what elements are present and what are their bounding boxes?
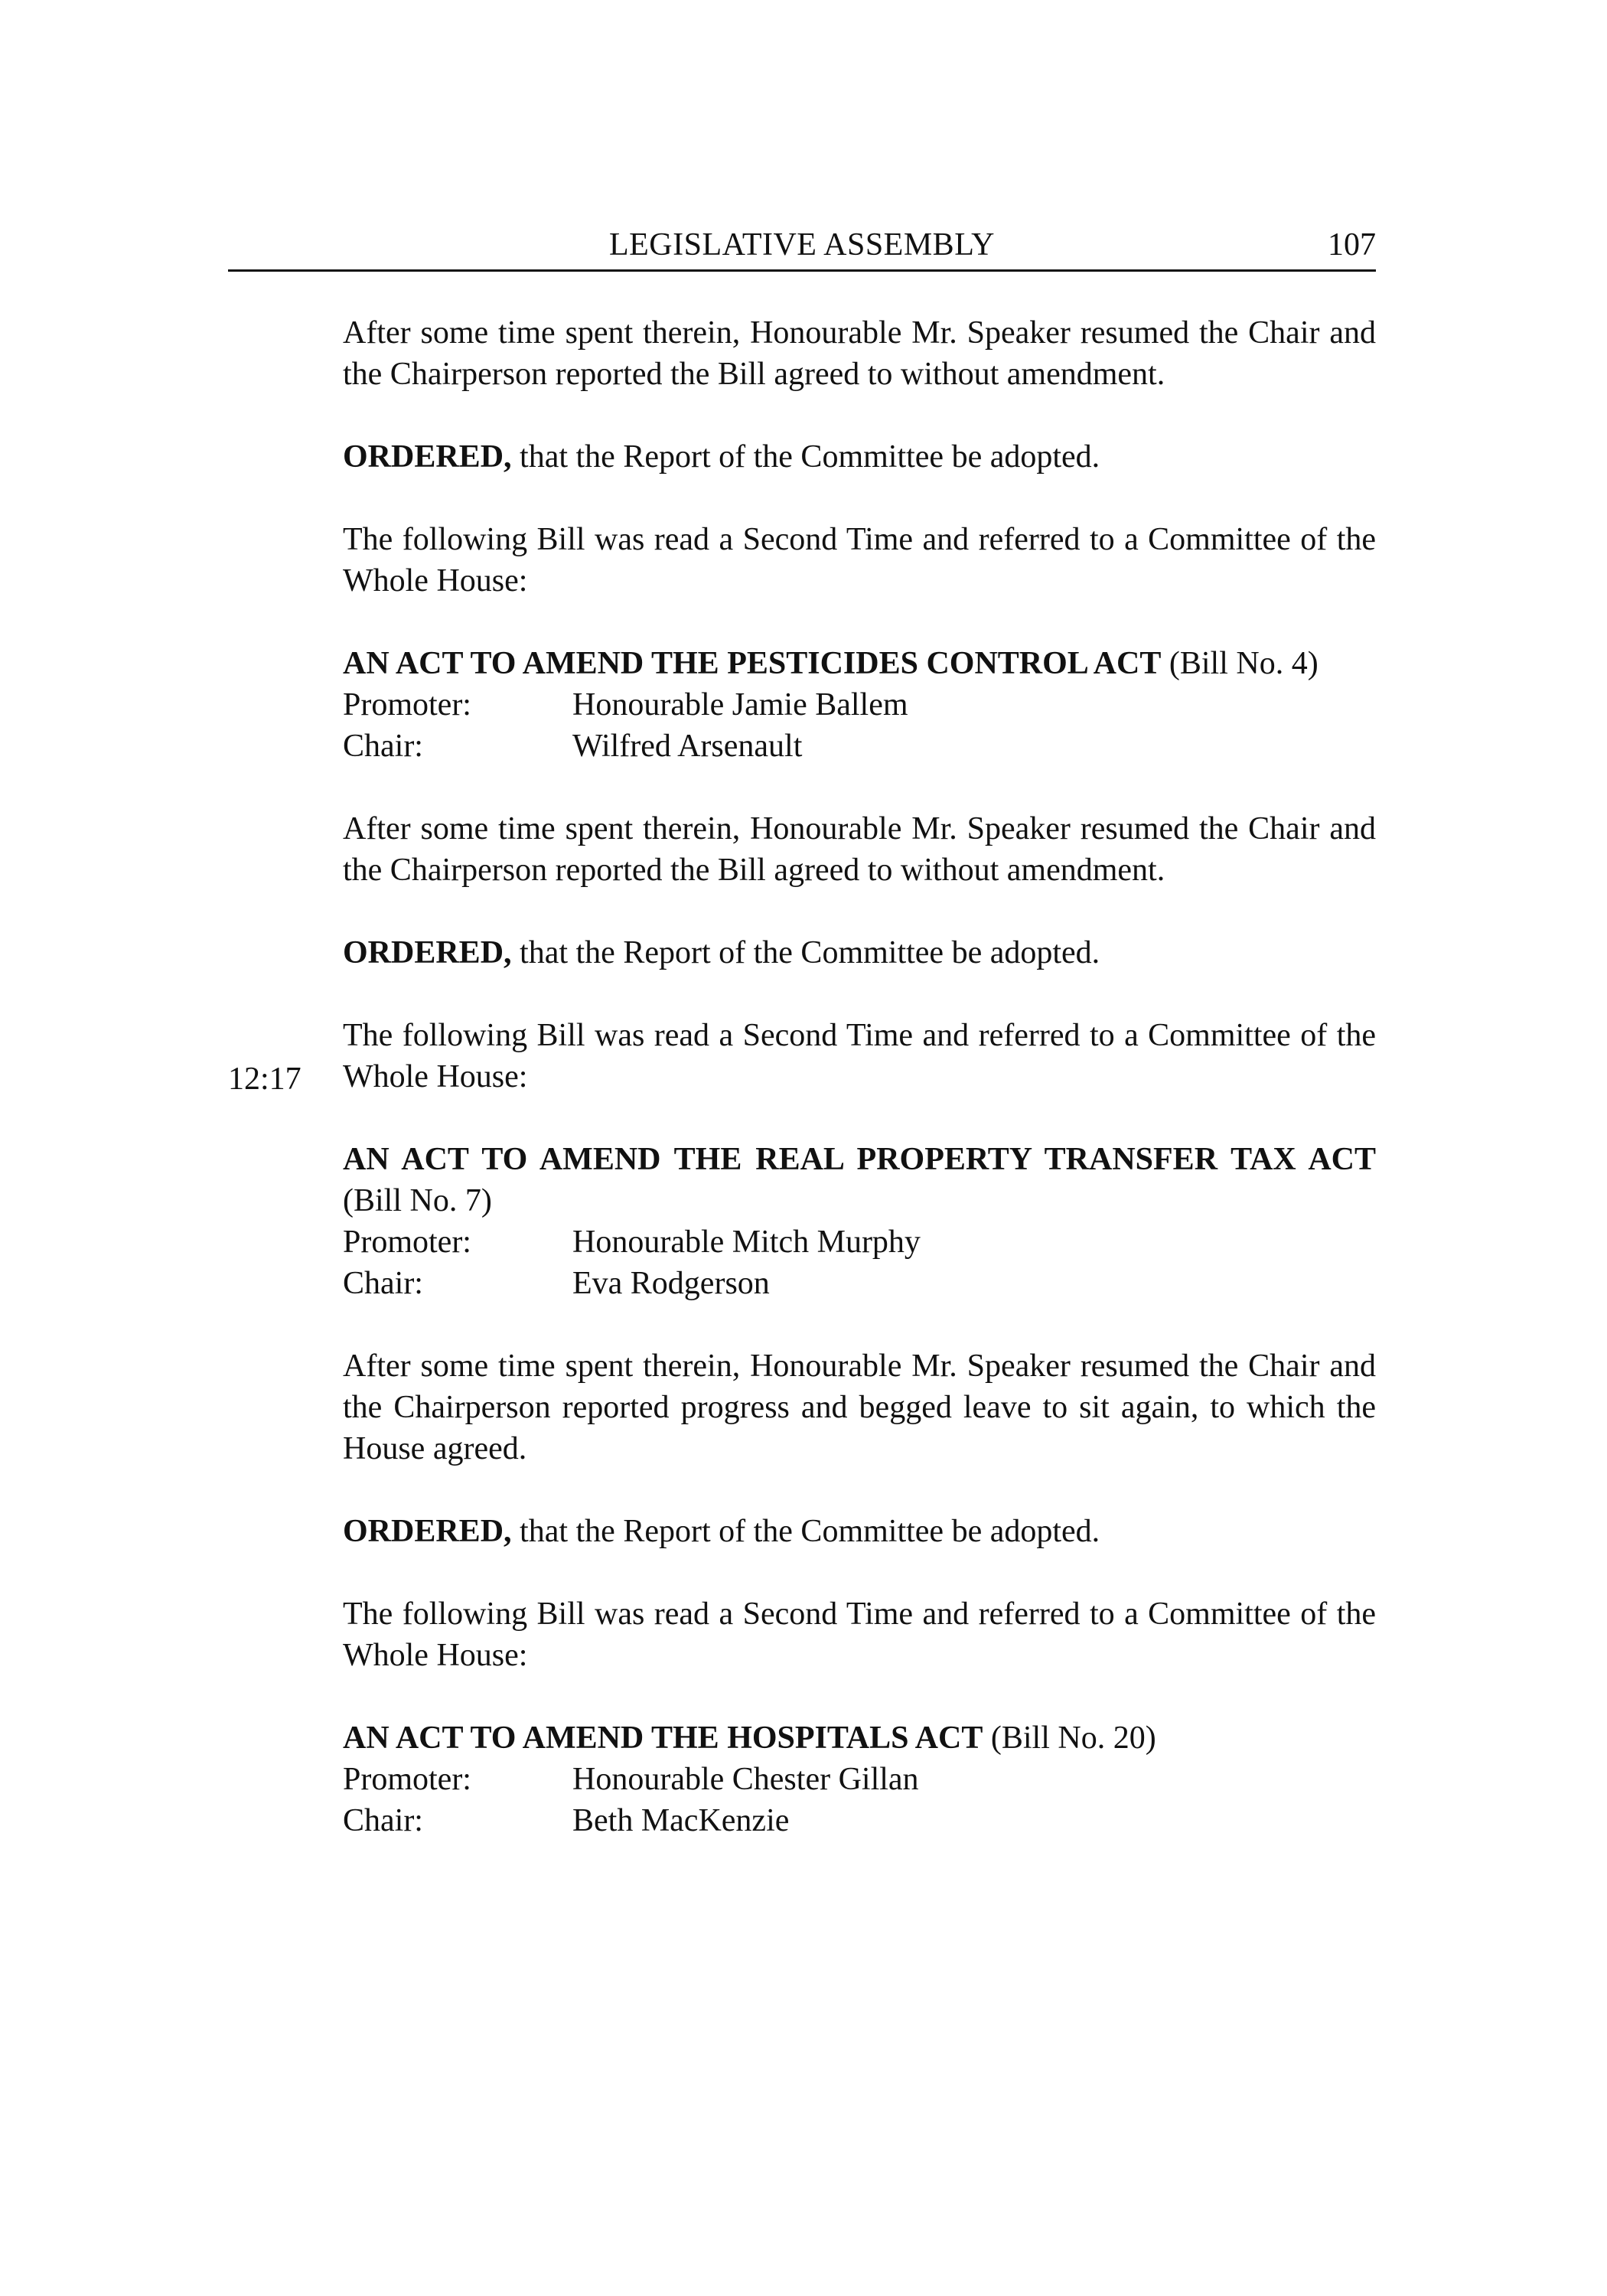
chair-row: [343, 726, 1376, 767]
header-title: LEGISLATIVE ASSEMBLY: [609, 227, 995, 263]
chair-label: Chair:: [343, 1803, 423, 1838]
chair-name: Eva Rodgerson: [572, 1266, 770, 1301]
paragraph: After some time spent therein, Honourable Mr. Speaker resumed the Chair and the Chairperson reported the Bill agreed to without amendment.: [343, 315, 1376, 392]
chair-label: Chair:: [343, 1266, 423, 1301]
promoter-name: Honourable Chester Gillan: [572, 1762, 919, 1797]
bill-number: (Bill No. 20): [983, 1720, 1156, 1756]
page-number: 107: [1328, 227, 1376, 263]
bill-heading: [343, 643, 1376, 684]
second-reading-paragraph: The following Bill was read a Second Time and referred to a Committee of the Whole House:: [343, 1018, 1376, 1094]
bill-heading: [343, 1139, 1376, 1221]
ordered-text: that the Report of the Committee be adopted.: [511, 935, 1100, 970]
bill-block: [343, 643, 1376, 767]
bill-block: [343, 1717, 1376, 1841]
document-body: [343, 312, 1376, 1883]
ordered-label: ORDERED,: [343, 439, 512, 475]
ordered-text: that the Report of the Committee be adopted.: [511, 439, 1100, 475]
bill-title: AN ACT TO AMEND THE REAL PROPERTY TRANSFER TAX ACT: [343, 1142, 1376, 1177]
promoter-row: [343, 684, 1376, 726]
bill-heading: [343, 1717, 1376, 1759]
time-stamp: 12:17: [228, 1062, 302, 1097]
paragraph: After some time spent therein, Honourable Mr. Speaker resumed the Chair and the Chairperson reported the Bill agreed to without amendment.: [343, 811, 1376, 888]
bill-title: AN ACT TO AMEND THE PESTICIDES CONTROL ACT: [343, 646, 1162, 681]
ordered-label: ORDERED,: [343, 935, 512, 970]
bill-number: (Bill No. 7): [343, 1183, 492, 1218]
promoter-label: Promoter:: [343, 1762, 471, 1797]
chair-row: [343, 1263, 1376, 1304]
promoter-name: Honourable Mitch Murphy: [572, 1225, 921, 1260]
promoter-row: [343, 1759, 1376, 1800]
bill-title: AN ACT TO AMEND THE HOSPITALS ACT: [343, 1720, 983, 1756]
second-reading-paragraph: The following Bill was read a Second Time and referred to a Committee of the Whole House:: [343, 522, 1376, 598]
chair-name: Beth MacKenzie: [572, 1803, 790, 1838]
ordered-paragraph: [343, 932, 1376, 974]
promoter-label: Promoter:: [343, 1225, 471, 1260]
second-reading-paragraph: The following Bill was read a Second Time and referred to a Committee of the Whole House:: [343, 1596, 1376, 1673]
ordered-paragraph: [343, 1511, 1376, 1552]
page-header: [228, 222, 1376, 272]
chair-row: [343, 1800, 1376, 1841]
promoter-label: Promoter:: [343, 687, 471, 722]
bill-number: (Bill No. 4): [1161, 646, 1319, 681]
ordered-label: ORDERED,: [343, 1514, 512, 1549]
ordered-paragraph: [343, 436, 1376, 478]
ordered-text: that the Report of the Committee be adopted.: [511, 1514, 1100, 1549]
progress-paragraph: After some time spent therein, Honourable Mr. Speaker resumed the Chair and the Chairperson reported progress and begged leave to sit again, to which the House agreed.: [343, 1349, 1376, 1466]
promoter-name: Honourable Jamie Ballem: [572, 687, 908, 722]
chair-label: Chair:: [343, 729, 423, 764]
bill-block: [343, 1139, 1376, 1304]
promoter-row: [343, 1221, 1376, 1263]
chair-name: Wilfred Arsenault: [572, 729, 803, 764]
